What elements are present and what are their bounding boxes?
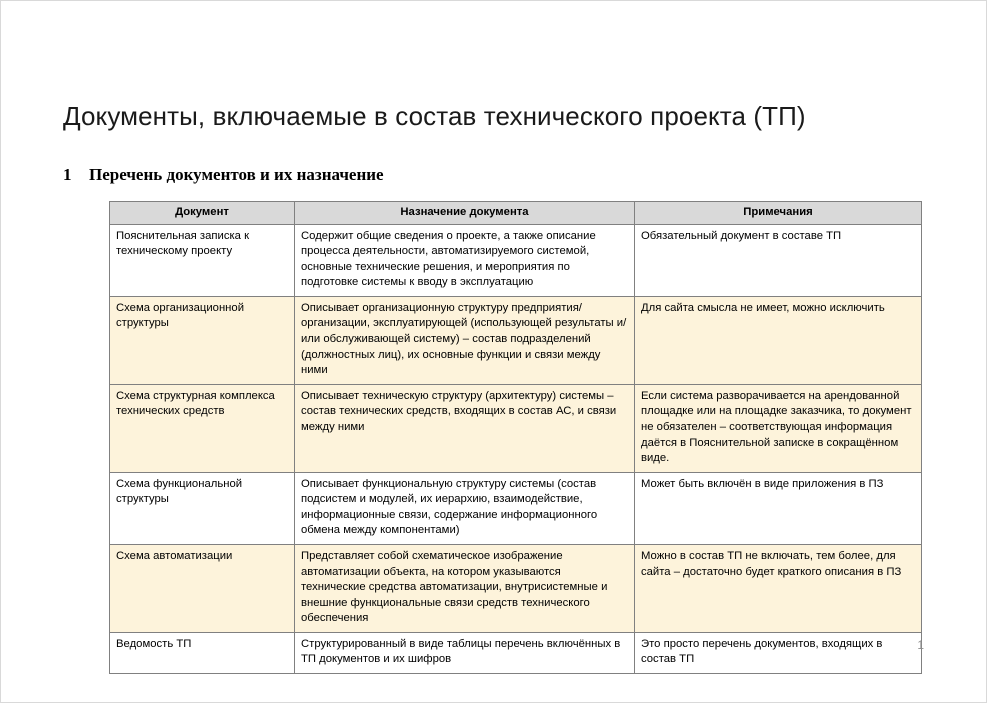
cell-document: Схема автоматизации [110,544,295,632]
table-row [110,224,922,296]
cell-purpose: Описывает техническую структуру (архитектуру) системы – состав технических средств, входящих в состав АС, и связи между ними [295,384,635,472]
table-row [110,296,922,384]
section-heading [63,165,384,185]
cell-document: Ведомость ТП [110,632,295,673]
cell-notes: Для сайта смысла не имеет, можно исключить [635,296,922,384]
column-header-document: Документ [110,202,295,225]
cell-document: Пояснительная записка к техническому проекту [110,224,295,296]
cell-notes: Если система разворачивается на арендованной площадке или на площадке заказчика, то документ не обязателен – соответствующая информация даётся в Пояснительной записке в сокращённом виде. [635,384,922,472]
cell-purpose: Описывает функциональную структуру системы (состав подсистем и модулей, их иерархию, взаимодействие, информационные связи, содержание информационного обмена между компонентами) [295,472,635,544]
documents-table [109,201,922,674]
table-row [110,384,922,472]
cell-purpose: Структурированный в виде таблицы перечень включённых в ТП документов и их шифров [295,632,635,673]
section-heading-text: Перечень документов и их назначение [89,165,384,184]
cell-notes: Обязательный документ в составе ТП [635,224,922,296]
cell-document: Схема структурная комплекса технических средств [110,384,295,472]
table-header-row [110,202,922,225]
table-row [110,544,922,632]
cell-document: Схема функциональной структуры [110,472,295,544]
cell-notes: Это просто перечень документов, входящих в состав ТП [635,632,922,673]
page-number: 1 [917,638,924,652]
page-title: Документы, включаемые в состав технического проекта (ТП) [63,101,806,131]
cell-document: Схема организационной структуры [110,296,295,384]
section-number: 1 [63,165,72,184]
column-header-notes: Примечания [635,202,922,225]
column-header-purpose: Назначение документа [295,202,635,225]
cell-purpose: Содержит общие сведения о проекте, а также описание процесса деятельности, автоматизируемого системой, основные технические решения, и мероприятия по подготовке системы к вводу в эксплуатацию [295,224,635,296]
table-row [110,472,922,544]
cell-purpose: Представляет собой схематическое изображение автоматизации объекта, на котором указываются технические средства автоматизации, внутрисистемные и внешние функциональные связи средств технического обеспечения [295,544,635,632]
cell-purpose: Описывает организационную структуру предприятия/организации, эксплуатирующей (использующей результаты и/или обслуживающей систему) – состав подразделений (должностных лиц), их основные функции и связи между ними [295,296,635,384]
table-row [110,632,922,673]
cell-notes: Можно в состав ТП не включать, тем более, для сайта – достаточно будет краткого описания в ПЗ [635,544,922,632]
cell-notes: Может быть включён в виде приложения в ПЗ [635,472,922,544]
